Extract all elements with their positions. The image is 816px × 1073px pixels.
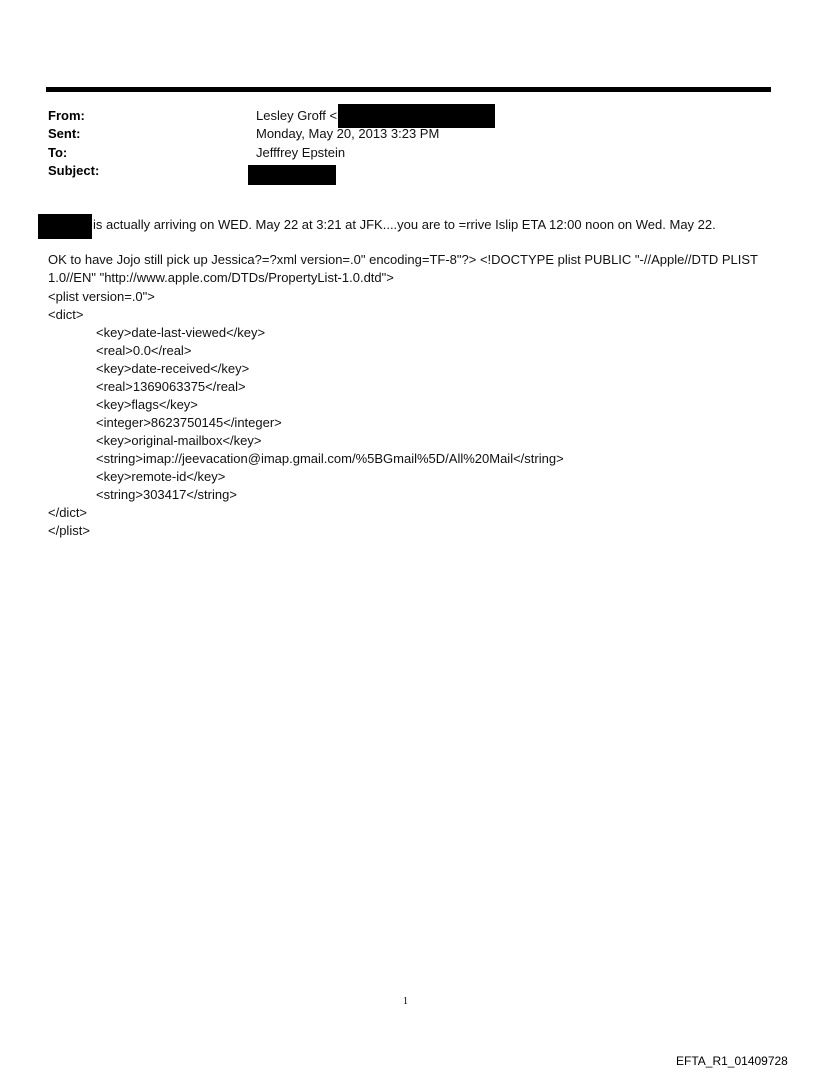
document-id: EFTA_R1_01409728 (676, 1054, 788, 1068)
body-line-3: 1.0//EN" "http://www.apple.com/DTDs/PropertyList-1.0.dtd"> (48, 270, 394, 285)
redaction-subject (248, 165, 336, 185)
plist-line: <real>1369063375</real> (96, 379, 246, 394)
body-end-plist: </plist> (48, 523, 90, 538)
sent-value: Monday, May 20, 2013 3:23 PM (256, 126, 440, 141)
plist-line: <string>303417</string> (96, 487, 237, 502)
plist-line: <key>flags</key> (96, 397, 198, 412)
body-end-dict: </dict> (48, 505, 88, 520)
body-line-5: <dict> (48, 307, 84, 322)
body-line-4: <plist version=.0"> (48, 289, 155, 304)
sent-label: Sent: (48, 126, 81, 141)
from-value: Lesley Groff < (256, 108, 338, 123)
plist-line: <key>date-received</key> (96, 361, 250, 376)
plist-line: <integer>8623750145</integer> (96, 415, 282, 430)
body-line-2: OK to have Jojo still pick up Jessica?=?xml version=.0" encoding=TF-8"?> <!DOCTYPE plist PUBLIC "-//Apple//DTD PLIST (48, 252, 758, 267)
plist-line: <key>date-last-viewed</key> (96, 325, 266, 340)
page-number: 1 (403, 996, 408, 1007)
to-label: To: (48, 145, 68, 160)
body-line-1: is actually arriving on WED. May 22 at 3:21 at JFK....you are to =rrive Islip ETA 12:00 noon on Wed. May 22. (93, 217, 716, 232)
plist-line: <string>imap://jeevacation@imap.gmail.com/%5BGmail%5D/All%20Mail</string> (96, 451, 564, 466)
plist-line: <key>remote-id</key> (96, 469, 226, 484)
plist-line: <key>original-mailbox</key> (96, 433, 262, 448)
redaction-body-name (38, 214, 92, 239)
to-value: Jefffrey Epstein (256, 145, 346, 160)
header-rule (46, 87, 771, 92)
plist-line: <real>0.0</real> (96, 343, 192, 358)
subject-label: Subject: (48, 163, 100, 178)
from-label: From: (48, 108, 85, 123)
